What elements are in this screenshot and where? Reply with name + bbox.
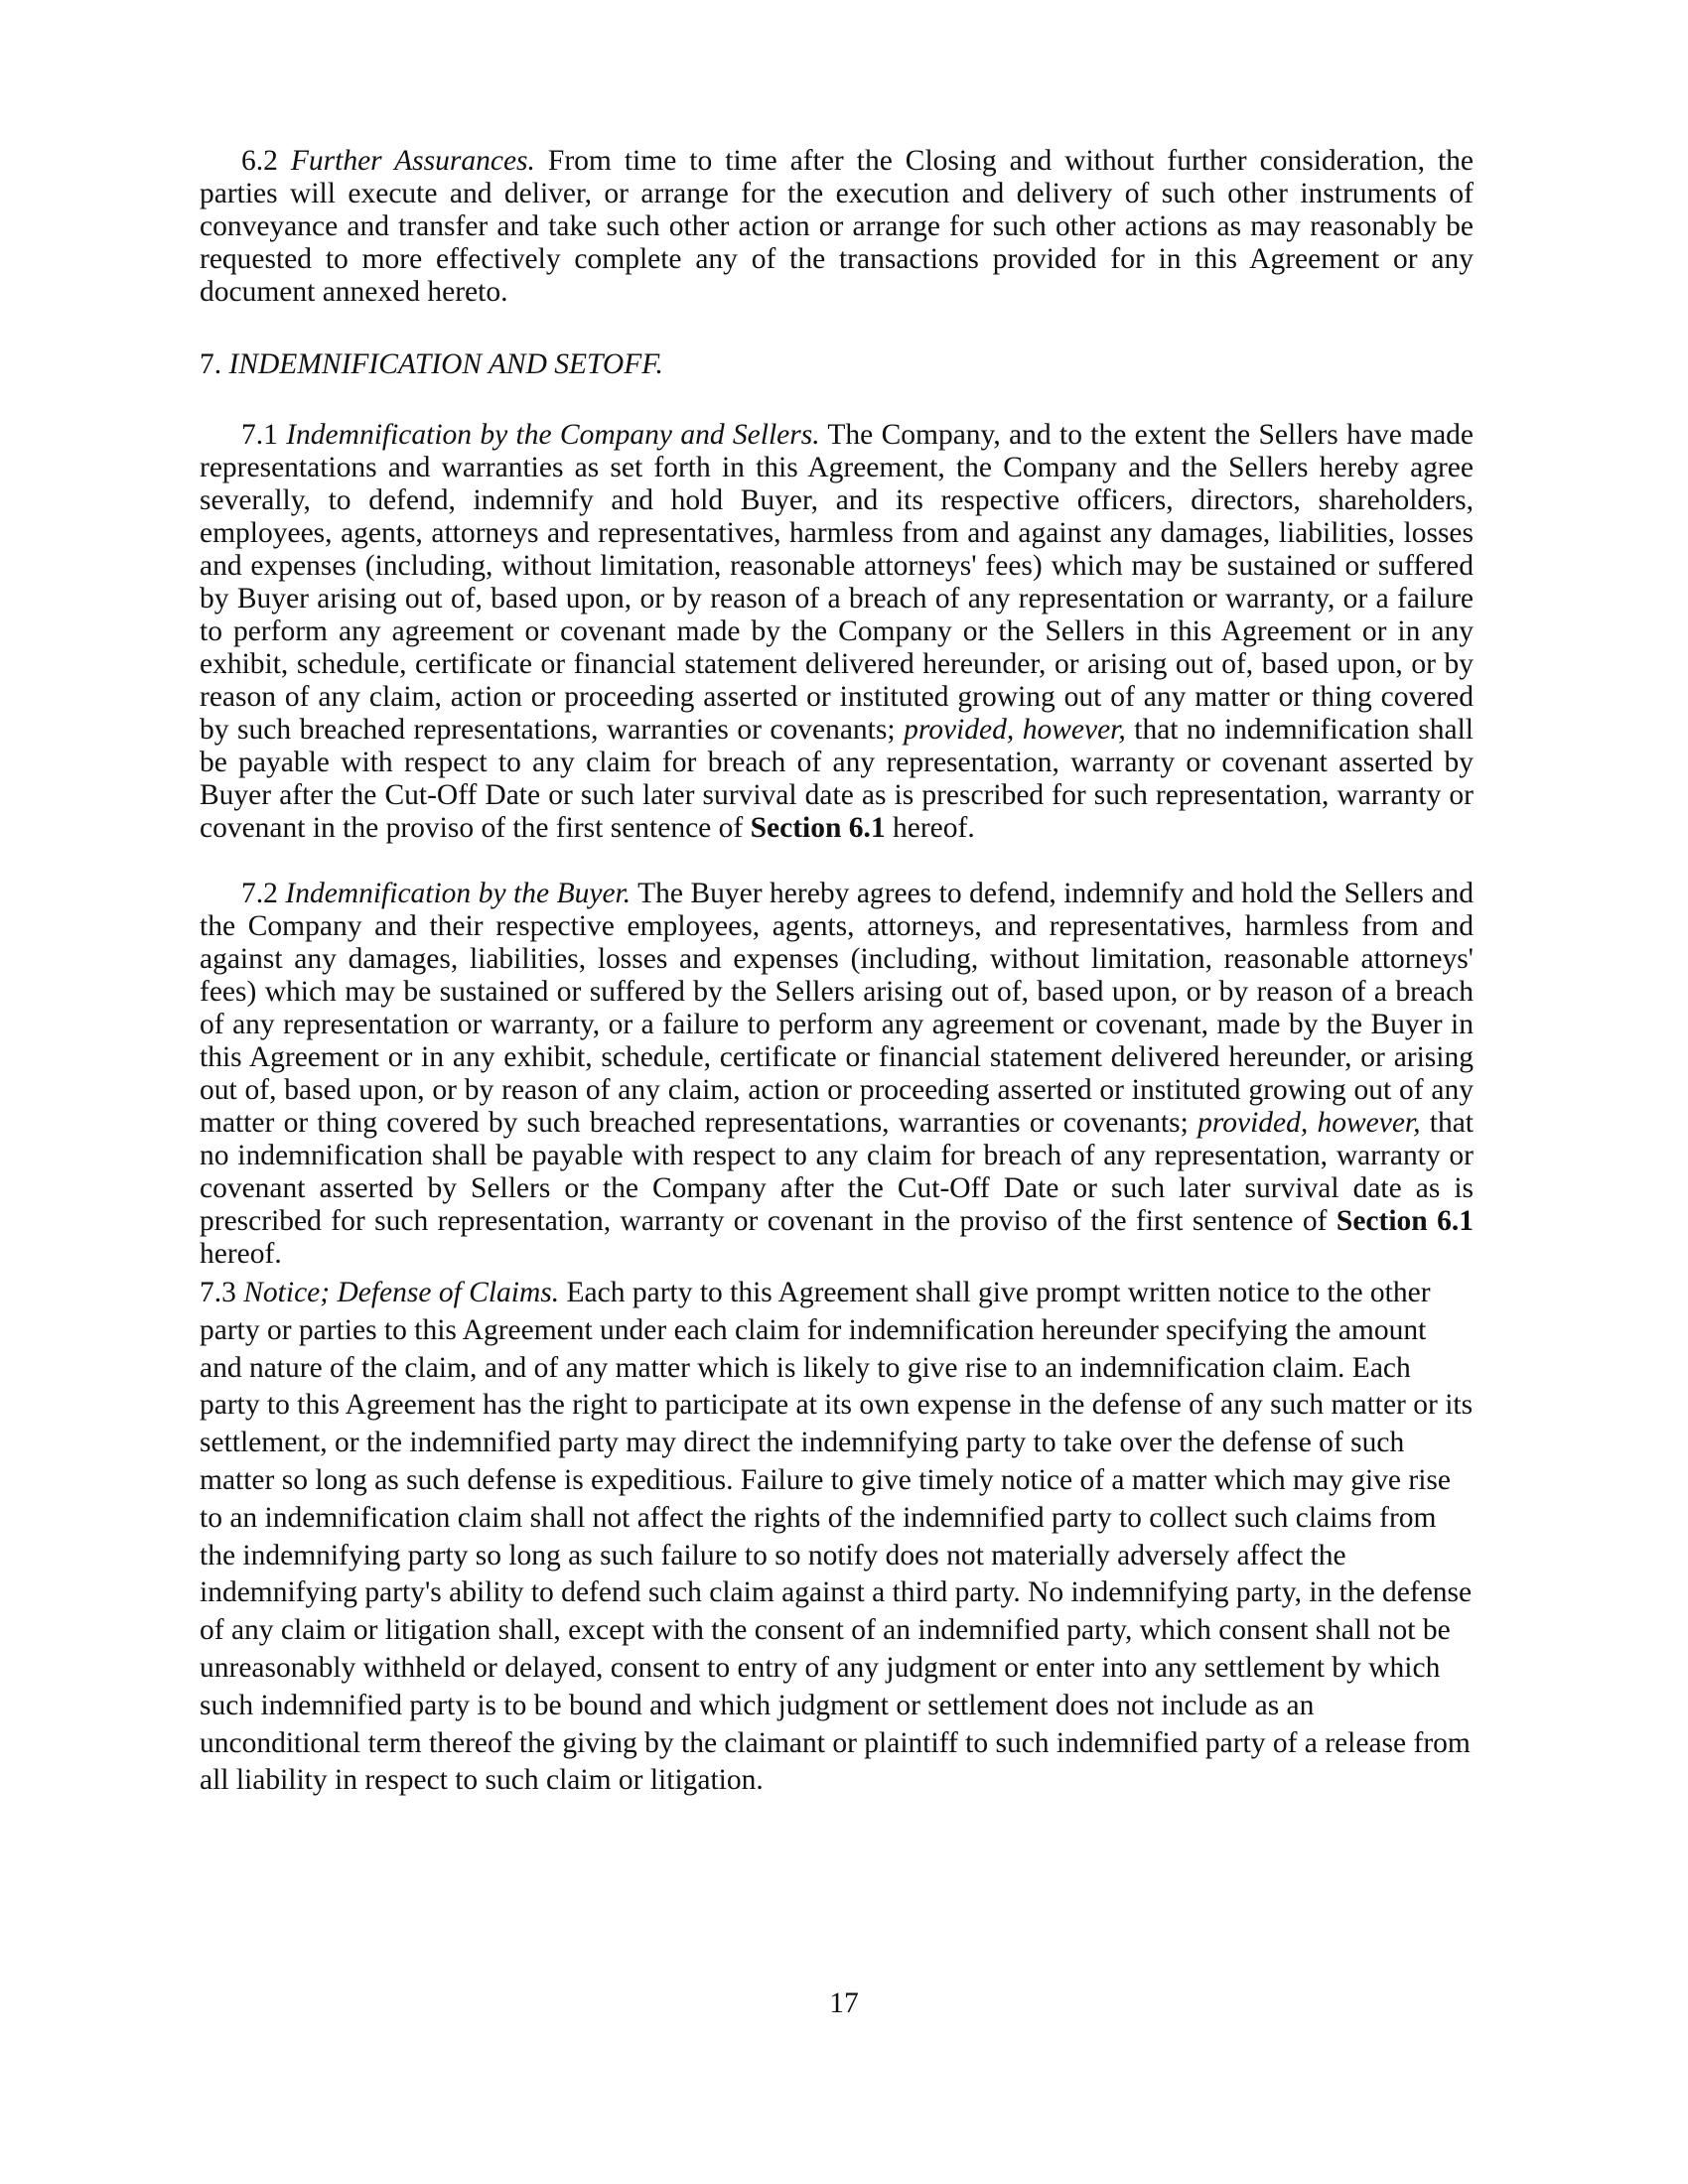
section-title: Indemnification by the Company and Sellers. — [286, 419, 820, 451]
page-number: 17 — [829, 1987, 859, 2019]
section-body: hereof. — [200, 1238, 282, 1270]
section-number: 7.3 — [200, 1277, 244, 1308]
proviso: provided, however, — [904, 714, 1126, 746]
section-body: From time to time after the Closing and without further consideration, the parties will execute and deliver, or arrange for the execution and delivery of such other instruments of conveyance and transfer and take such other action or arrange for such other actions as may reasonably be requested to more effectively complete any of the transactions provided for in this Agreement or any document annexed hereto. — [200, 145, 1474, 308]
section-7-1 — [200, 419, 1474, 845]
section-number: 7. — [200, 348, 229, 380]
section-body: that no indemnification shall be payable with respect to any claim for breach of any representation, warranty or covenant asserted by Buyer after the Cut-Off Date or such later survival date as is prescribed for such representation, warranty or covenant in the proviso of the first sentence of — [200, 714, 1474, 844]
section-number: 7.1 — [241, 419, 287, 451]
document-page — [200, 145, 1474, 1800]
section-reference: Section 6.1 — [750, 812, 886, 844]
section-number: 6.2 — [241, 145, 291, 177]
section-7-2 — [200, 878, 1474, 1271]
section-7-3 — [200, 1275, 1474, 1800]
section-body: that no indemnification shall be payable with respect to any claim for breach of any representation, warranty or covenant asserted by Sellers or the Company after the Cut-Off Date or such later survival date as is prescribed for such representation, warranty or covenant in the proviso of the first sentence of — [200, 1107, 1475, 1237]
section-7-heading — [200, 348, 1474, 381]
section-number: 7.2 — [241, 878, 286, 909]
section-title: Further Assurances. — [290, 145, 535, 177]
section-title: INDEMNIFICATION AND SETOFF. — [228, 348, 663, 380]
section-body: hereof. — [885, 812, 975, 844]
section-title: Indemnification by the Buyer. — [285, 878, 632, 909]
proviso: provided, however, — [1197, 1107, 1421, 1139]
section-title: Notice; Defense of Claims. — [243, 1277, 560, 1308]
section-6-2 — [200, 145, 1474, 309]
section-body: The Buyer hereby agrees to defend, indemnify and hold the Sellers and the Company and their respective employees, agents, attorneys, and representatives, harmless from and against any damages, liabilities, losses and expenses (including, without limitation, reasonable attorneys' fees) which may be sustained or suffered by the Sellers arising out of, based upon, or by reason of a breach of any representation or warranty, or a failure to perform any agreement or covenant, made by the Buyer in this Agreement or in any exhibit, schedule, certificate or financial statement delivered hereunder, or arising out of, based upon, or by reason of any claim, action or proceeding asserted or instituted growing out of any matter or thing covered by such breached representations, warranties or covenants; — [200, 878, 1474, 1139]
section-body: Each party to this Agreement shall give prompt written notice to the other party or parties to this Agreement under each claim for indemnification hereunder specifying the amount and nature of the claim, and of any matter which is likely to give rise to an indemnification claim. Each party to this Agreement has the right to participate at its own expense in the defense of any such matter or its settlement, or the indemnified party may direct the indemnifying party to take over the defense of such matter so long as such defense is expeditious. Failure to give timely notice of a matter which may give rise to an indemnification claim shall not affect the rights of the indemnified party to collect such claims from the indemnifying party so long as such failure to so notify does not materially adversely affect the indemnifying party's ability to defend such claim against a third party. No indemnifying party, in the defense of any claim or litigation shall, except with the consent of an indemnified party, which consent shall not be unreasonably withheld or delayed, consent to entry of any judgment or enter into any settlement by which such indemnified party is to be bound and which judgment or settlement does not include as an unconditional term thereof the giving by the claimant or plaintiff to such indemnified party of a release from all liability in respect to such claim or litigation. — [200, 1277, 1474, 1797]
section-body: The Company, and to the extent the Sellers have made representations and warranties as set forth in this Agreement, the Company and the Sellers hereby agree severally, to defend, indemnify and hold Buyer, and its respective officers, directors, shareholders, employees, agents, attorneys and representatives, harmless from and against any damages, liabilities, losses and expenses (including, without limitation, reasonable attorneys' fees) which may be sustained or suffered by Buyer arising out of, based upon, or by reason of a breach of any representation or warranty, or a failure to perform any agreement or covenant made by the Company or the Sellers in this Agreement or in any exhibit, schedule, certificate or financial statement delivered hereunder, or arising out of, based upon, or by reason of any claim, action or proceeding asserted or instituted growing out of any matter or thing covered by such breached representations, warranties or covenants; — [200, 419, 1475, 746]
section-reference: Section 6.1 — [1336, 1205, 1474, 1237]
